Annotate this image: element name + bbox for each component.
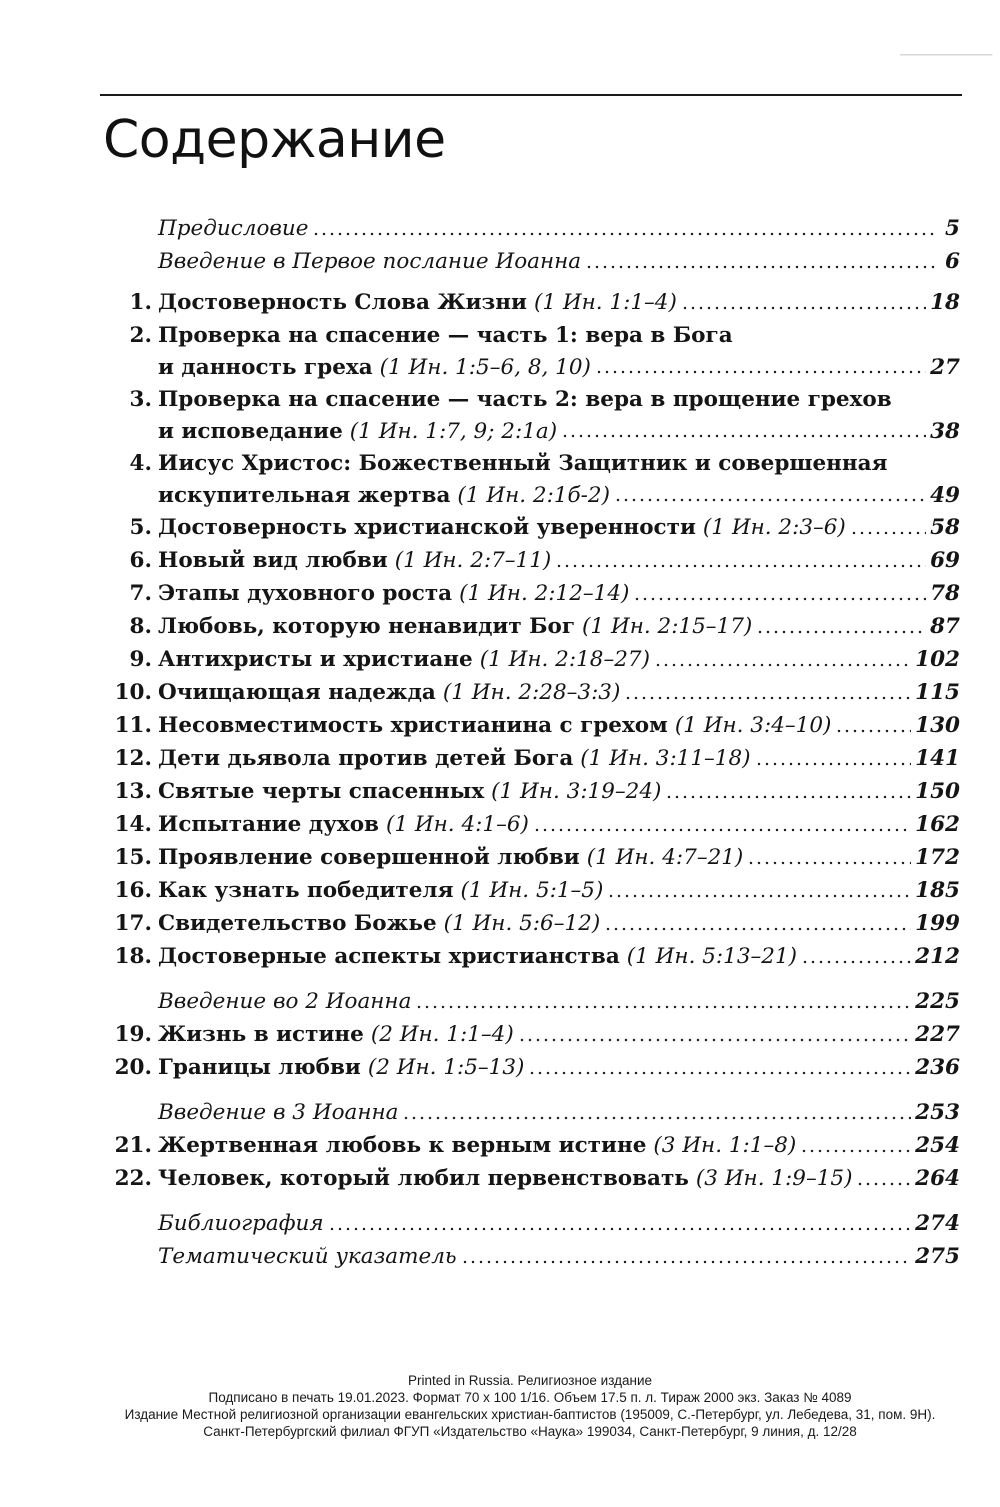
toc-entry-title: Испытание духов: [158, 812, 379, 837]
toc-entry-introduction-3-john: [102, 1096, 960, 1129]
toc-entry-chapter-7: [102, 577, 960, 610]
toc-entry-chapter-20: [102, 1051, 960, 1084]
toc-entry-title: Любовь, которую ненавидит Бог: [158, 614, 576, 639]
chapter-number: 19.: [114, 1022, 152, 1047]
dot-leader: [835, 728, 911, 734]
toc-page-number: 58: [930, 515, 960, 540]
toc-entry-chapter-2: [102, 319, 960, 352]
toc-page-number: 18: [930, 290, 960, 315]
toc-entry-title: Свидетельство Божье: [158, 911, 437, 936]
dot-leader: [801, 959, 911, 965]
dot-leader: [756, 629, 926, 635]
scripture-reference: (1 Ин. 4:1–6): [385, 812, 529, 837]
scripture-reference: (1 Ин. 1:5–6, 8, 10): [379, 355, 591, 380]
toc-entry-title: Этапы духовного роста: [158, 581, 453, 606]
toc-page-number: 69: [930, 548, 960, 573]
dot-leader: [528, 1070, 911, 1076]
toc-entry-chapter-3: [102, 383, 960, 416]
table-of-contents: [102, 212, 960, 1273]
toc-entry-chapter-16: [102, 874, 960, 907]
toc-entry-title-continued: и данность греха: [158, 355, 373, 380]
scripture-reference: (1 Ин. 2:28–3:3): [442, 680, 621, 705]
toc-page-number: 236: [915, 1055, 960, 1080]
toc-entry-chapter-6: [102, 544, 960, 577]
toc-entry-title: Введение в Первое послание Иоанна: [158, 249, 582, 274]
toc-page-number: 49: [930, 483, 960, 508]
toc-entry-chapter-15: [102, 841, 960, 874]
toc-entry-title: Несовместимость христианина с грехом: [158, 713, 668, 738]
dot-leader: [415, 1004, 911, 1010]
scripture-reference: (1 Ин. 3:11–18): [580, 746, 751, 771]
dot-leader: [654, 662, 911, 668]
toc-page-number: 253: [915, 1100, 960, 1125]
scripture-reference: (3 Ин. 1:9–15): [695, 1166, 853, 1191]
toc-entry-introduction-2-john: [102, 985, 960, 1018]
toc-entry-chapter-4-continued: [102, 480, 960, 511]
page-title: Содержание: [103, 110, 446, 170]
toc-page-number: 162: [915, 812, 960, 837]
chapter-number: 11.: [114, 713, 152, 738]
toc-page-number: 172: [915, 845, 960, 870]
toc-entry-title: Проявление совершенной любви: [158, 845, 580, 870]
toc-entry-chapter-22: [102, 1162, 960, 1195]
toc-entry-chapter-19: [102, 1018, 960, 1051]
toc-entry-chapter-17: [102, 907, 960, 940]
toc-entry-title: Библиография: [158, 1211, 324, 1236]
toc-entry-title: Введение в 3 Иоанна: [158, 1100, 399, 1125]
scripture-reference: (1 Ин. 2:12–14): [459, 581, 630, 606]
toc-page-number: 274: [915, 1211, 960, 1236]
bleed-through-text: ▔▔▔▔▔▔▔▔▔▔: [900, 54, 993, 68]
dot-leader: [402, 1115, 911, 1121]
toc-entry-title-continued: искупительная жертва: [158, 483, 451, 508]
toc-entry-bibliography: [102, 1207, 960, 1240]
dot-leader: [518, 1037, 911, 1043]
dot-leader: [607, 893, 911, 899]
toc-entry-title: Границы любви: [158, 1055, 361, 1080]
dot-leader: [850, 530, 926, 536]
chapter-number: 1.: [129, 290, 152, 315]
toc-page-number: 27: [930, 355, 960, 380]
toc-entry-chapter-10: [102, 676, 960, 709]
toc-entry-title: Человек, который любил первенствовать: [158, 1166, 689, 1191]
dot-leader: [681, 305, 926, 311]
imprint-line: Подписано в печать 19.01.2023. Формат 70 х 100 1/16. Объем 17.5 п. л. Тираж 2000 экз. Заказ № 4089: [208, 1390, 852, 1405]
toc-entry-title: Предисловие: [158, 216, 309, 241]
toc-entry-title: Достоверность христианской уверенности: [158, 515, 696, 540]
toc-entry-title: Новый вид любви: [158, 548, 388, 573]
dot-leader: [555, 563, 926, 569]
chapter-number: 15.: [114, 845, 152, 870]
scripture-reference: (1 Ин. 5:13–21): [626, 944, 798, 969]
chapter-number: 7.: [129, 581, 152, 606]
toc-page-number: 264: [915, 1166, 960, 1191]
toc-entry-chapter-12: [102, 742, 960, 775]
chapter-number: 3.: [129, 387, 152, 412]
toc-entry-preface: [102, 212, 960, 245]
dot-leader: [747, 860, 911, 866]
toc-entry-chapter-4: [102, 447, 960, 480]
toc-entry-chapter-3-continued: [102, 416, 960, 447]
chapter-number: 18.: [114, 944, 152, 969]
dot-leader: [595, 369, 926, 375]
dot-leader: [755, 761, 912, 767]
scripture-reference: (1 Ин. 2:3–6): [702, 515, 846, 540]
dot-leader: [624, 695, 911, 701]
imprint: [0, 1372, 1000, 1440]
dot-leader: [461, 1259, 911, 1265]
toc-page-number: 212: [915, 944, 960, 969]
dot-leader: [856, 1181, 911, 1187]
toc-page-number: 78: [930, 581, 960, 606]
toc-entry-introduction: [102, 245, 960, 278]
chapter-number: 14.: [114, 812, 152, 837]
toc-entry-chapter-5: [102, 511, 960, 544]
toc-entry-title: Достоверные аспекты христианства: [158, 944, 620, 969]
toc-entry-title: Введение во 2 Иоанна: [158, 989, 412, 1014]
toc-page-number: 254: [915, 1133, 960, 1158]
toc-page-number: 225: [915, 989, 960, 1014]
toc-page-number: 141: [915, 746, 960, 771]
top-rule: [100, 94, 962, 96]
toc-entry-title: Проверка на спасение — часть 2: вера в прощение грехов: [158, 387, 892, 412]
scripture-reference: (2 Ин. 1:1–4): [370, 1022, 514, 1047]
scripture-reference: (1 Ин. 5:6–12): [443, 911, 601, 936]
dot-leader: [604, 926, 911, 932]
chapter-number: 4.: [129, 451, 152, 476]
toc-page-number: 185: [915, 878, 960, 903]
toc-entry-chapter-13: [102, 775, 960, 808]
chapter-number: 22.: [114, 1166, 152, 1191]
scripture-reference: (1 Ин. 2:1б-2): [457, 483, 610, 508]
toc-entry-title: Тематический указатель: [158, 1244, 457, 1269]
chapter-number: 2.: [129, 323, 152, 348]
scripture-reference: (1 Ин. 2:15–17): [582, 614, 753, 639]
dot-leader: [585, 264, 936, 270]
chapter-number: 21.: [114, 1133, 152, 1158]
toc-page-number: 150: [915, 779, 960, 804]
chapter-number: 13.: [114, 779, 152, 804]
toc-page-number: 5: [945, 216, 960, 241]
toc-entry-chapter-8: [102, 610, 960, 643]
dot-leader: [561, 433, 926, 439]
toc-entry-title: Достоверность Слова Жизни: [158, 290, 527, 315]
scripture-reference: (1 Ин. 2:7–11): [394, 548, 552, 573]
scripture-reference: (1 Ин. 4:7–21): [586, 845, 744, 870]
chapter-number: 10.: [114, 680, 152, 705]
toc-entry-chapter-9: [102, 643, 960, 676]
toc-page-number: 102: [915, 647, 960, 672]
scripture-reference: (1 Ин. 3:19–24): [491, 779, 662, 804]
toc-page-number: 115: [915, 680, 960, 705]
scripture-reference: (3 Ин. 1:1–8): [653, 1133, 797, 1158]
chapter-number: 9.: [129, 647, 152, 672]
dot-leader: [533, 827, 911, 833]
toc-entry-chapter-11: [102, 709, 960, 742]
toc-entry-title: Антихристы и христиане: [158, 647, 473, 672]
dot-leader: [665, 794, 911, 800]
toc-entry-title-continued: и исповедание: [158, 419, 343, 444]
scripture-reference: (2 Ин. 1:5–13): [367, 1055, 525, 1080]
toc-entry-chapter-14: [102, 808, 960, 841]
toc-entry-title: Очищающая надежда: [158, 680, 436, 705]
chapter-number: 6.: [129, 548, 152, 573]
dot-leader: [312, 231, 936, 237]
dot-leader: [633, 596, 926, 602]
imprint-line: Издание Местной религиозной организации евангельских христиан-баптистов (195009, С.-Петербург, ул. Лебедева, 31, пом. 9Н).: [124, 1407, 936, 1422]
toc-entry-title: Жизнь в истине: [158, 1022, 364, 1047]
scripture-reference: (1 Ин. 1:1–4): [533, 290, 677, 315]
chapter-number: 12.: [114, 746, 152, 771]
toc-page-number: 199: [915, 911, 960, 936]
dot-leader: [614, 497, 926, 503]
toc-entry-chapter-1: [102, 286, 960, 319]
toc-page-number: 87: [930, 614, 960, 639]
toc-page-number: 275: [915, 1244, 960, 1269]
dot-leader: [800, 1148, 911, 1154]
scripture-reference: (1 Ин. 1:7, 9; 2:1а): [349, 419, 558, 444]
toc-entry-title: Святые черты спасенных: [158, 779, 485, 804]
toc-entry-chapter-21: [102, 1129, 960, 1162]
toc-entry-subject-index: [102, 1240, 960, 1273]
scripture-reference: (1 Ин. 5:1–5): [460, 878, 604, 903]
scripture-reference: (1 Ин. 3:4–10): [674, 713, 832, 738]
toc-entry-title: Как узнать победителя: [158, 878, 454, 903]
toc-entry-title: Проверка на спасение — часть 1: вера в Бога: [158, 323, 733, 348]
toc-entry-title: Жертвенная любовь к верным истине: [158, 1133, 647, 1158]
toc-page-number: 38: [930, 419, 960, 444]
imprint-line: Санкт-Петербургский филиал ФГУП «Издательство «Наука» 199034, Санкт-Петербург, 9 линия, д. 12/28: [203, 1424, 857, 1439]
toc-entry-chapter-2-continued: [102, 352, 960, 383]
scripture-reference: (1 Ин. 2:18–27): [479, 647, 650, 672]
chapter-number: 8.: [129, 614, 152, 639]
chapter-number: 16.: [114, 878, 152, 903]
chapter-number: 17.: [114, 911, 152, 936]
toc-page-number: 227: [915, 1022, 960, 1047]
toc-page-number: 130: [915, 713, 960, 738]
chapter-number: 20.: [114, 1055, 152, 1080]
imprint-line: Printed in Russia. Религиозное издание: [408, 1373, 652, 1388]
dot-leader: [328, 1226, 912, 1232]
toc-entry-title: Иисус Христос: Божественный Защитник и совершенная: [158, 451, 888, 476]
toc-entry-title: Дети дьявола против детей Бога: [158, 746, 574, 771]
toc-entry-chapter-18: [102, 940, 960, 973]
chapter-number: 5.: [129, 515, 152, 540]
toc-page-number: 6: [945, 249, 960, 274]
